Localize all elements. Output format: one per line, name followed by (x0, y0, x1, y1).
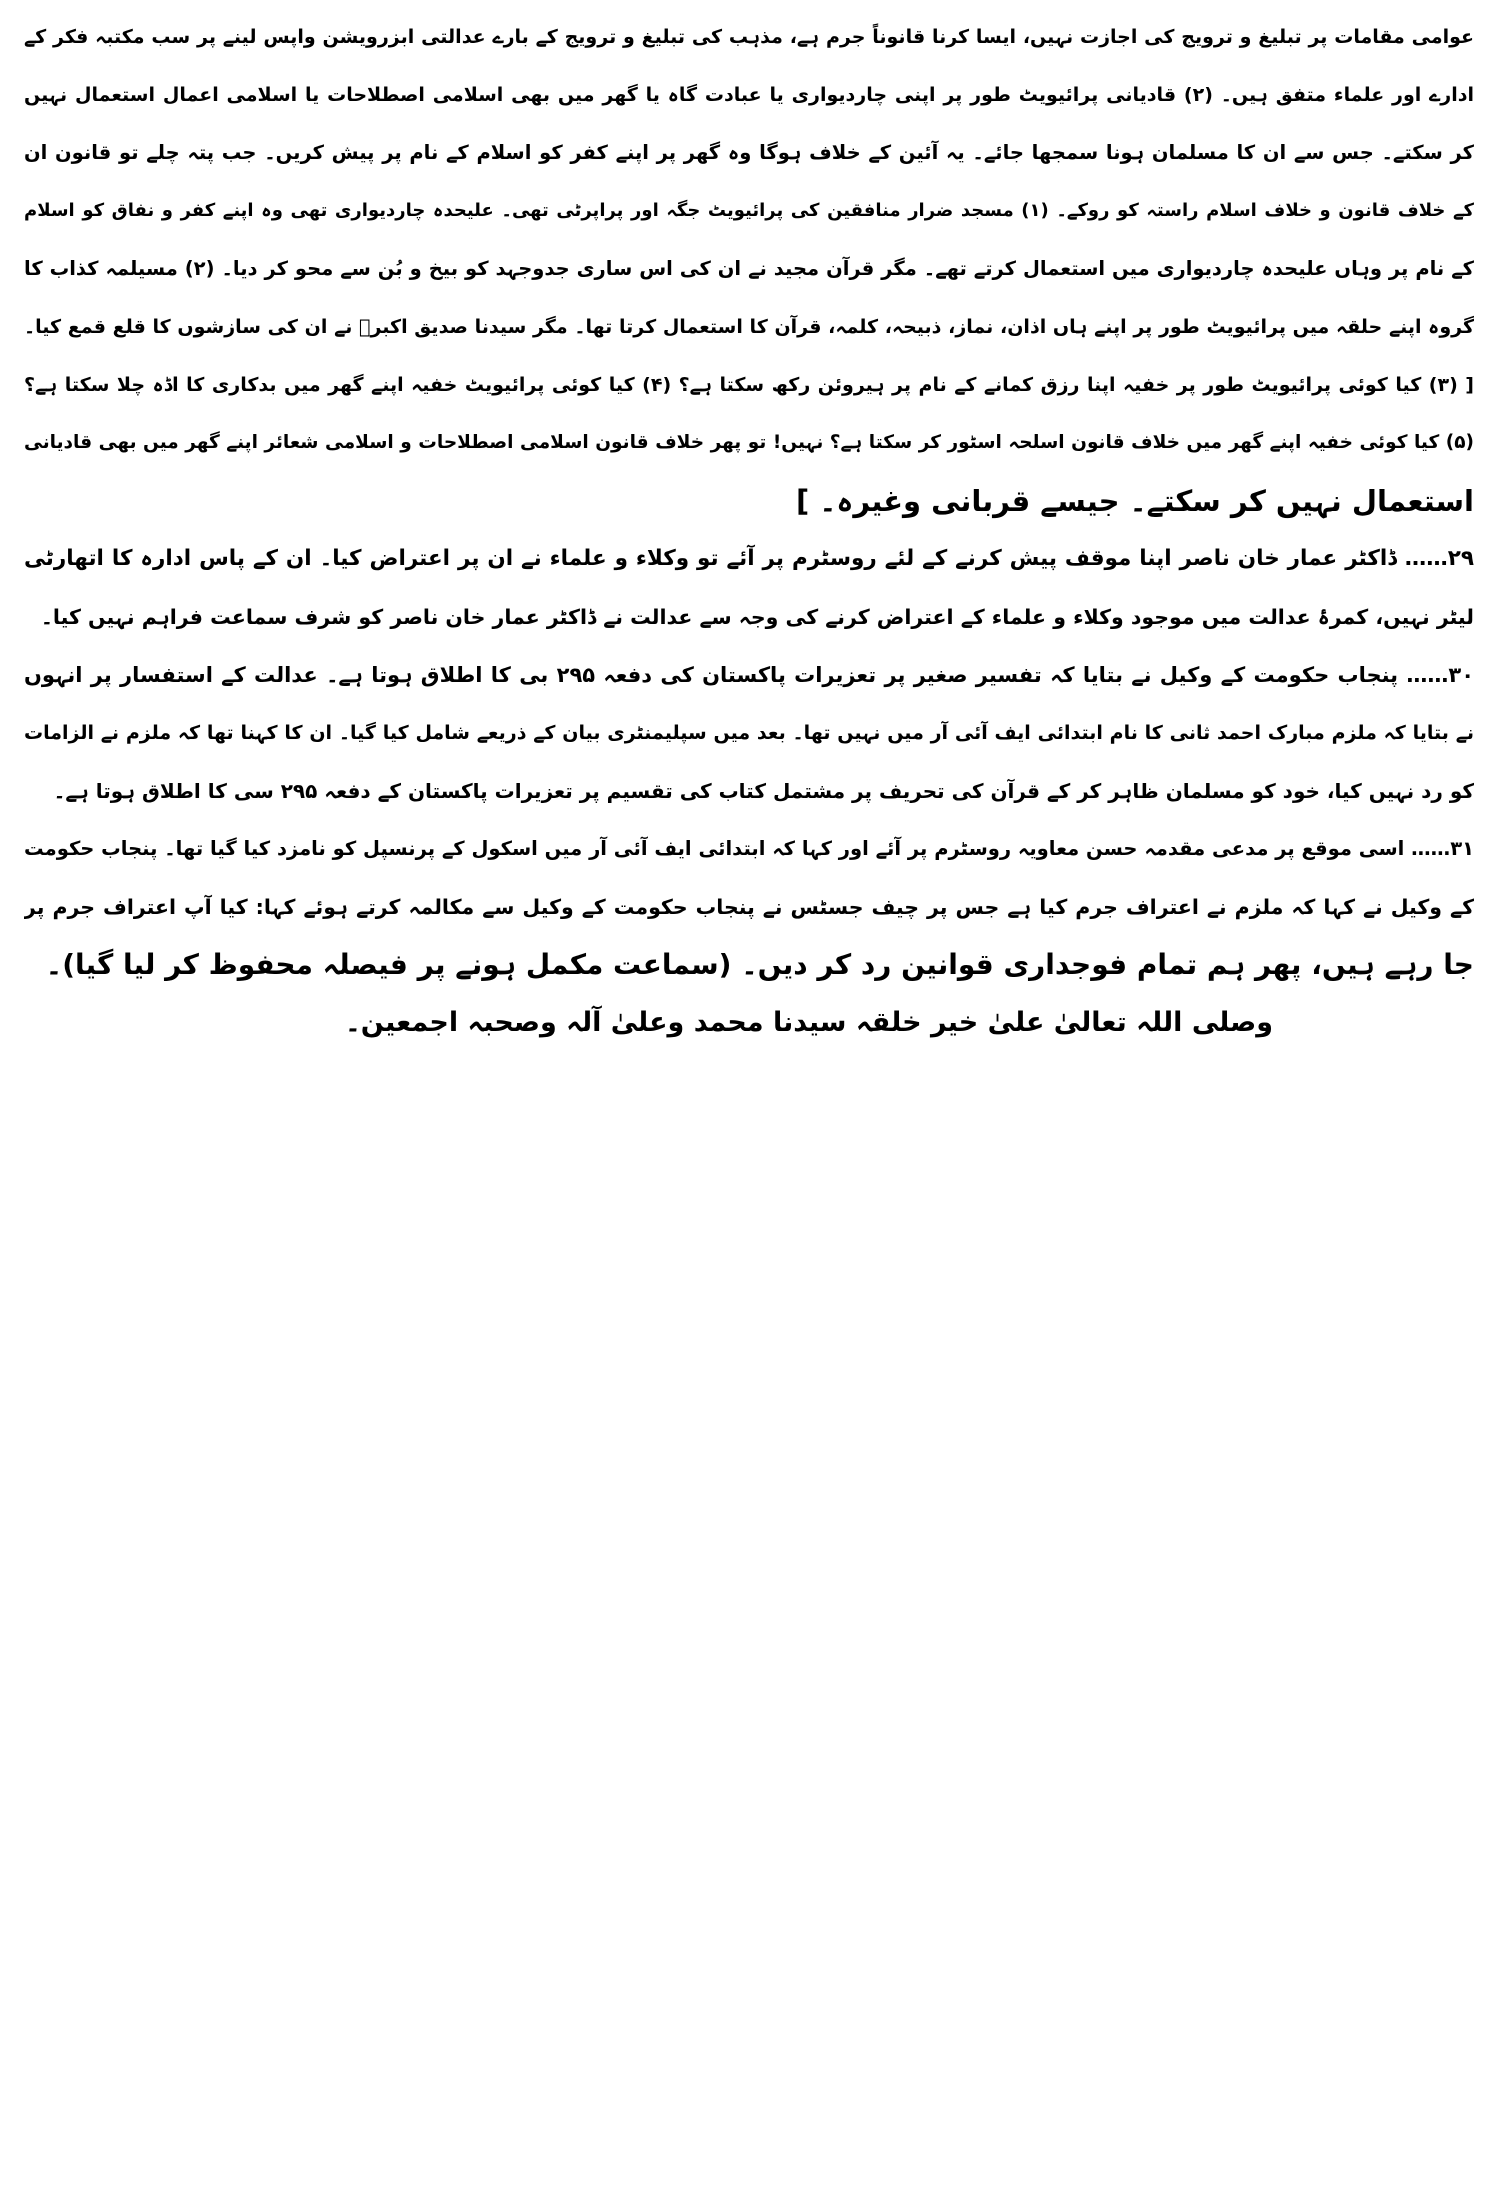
text-line-1: عوامی مقامات پر تبلیغ و ترویج کی اجازت نہیں، ایسا کرنا قانوناً جرم ہے، مذہب کی تبلیغ و ترویج کے بارے عدالتی ابزرویشن واپس لینے پر سب مکتبہ فکر کے (24, 26, 1474, 48)
paragraph-31-line-2: کے وکیل نے کہا کہ ملزم نے اعتراف جرم کیا ہے جس پر چیف جسٹس نے پنجاب حکومت کے وکیل سے مکالمہ کرتے ہوئے کہا: کیا آپ اعتراف جرم پر (24, 895, 1474, 919)
paragraph-31-line-3: جا رہے ہیں، پھر ہم تمام فوجداری قوانین رد کر دیں۔ (سماعت مکمل ہونے پر فیصلہ محفوظ کر لیا گیا)۔ (45, 948, 1474, 981)
paragraph-29-line-2: لیٹر نہیں، کمرۂ عدالت میں موجود وکلاء و علماء کے اعتراض کرنے کی وجہ سے عدالت نے ڈاکٹر عمار خان ناصر کو شرف سماعت فراہم نہیں کیا۔ (40, 605, 1474, 629)
paragraph-29-line-1: ۲۹…… ڈاکٹر عمار خان ناصر اپنا موقف پیش کرنے کے لئے روسٹرم پر آئے تو وکلاء و علماء نے ان پر اعتراض کیا۔ ان کے پاس ادارہ کا اتھارٹی (24, 546, 1474, 571)
text-line-4: کے خلاف قانون و خلاف اسلام راستہ کو روکے۔ (۱) مسجد ضرار منافقین کی پرائیویٹ جگہ اور پراپرٹی تھی۔ علیحدہ چاردیواری تھی وہ اپنے کفر و نفاق کو اسلام (24, 200, 1474, 221)
text-line-7: [ (۳) کیا کوئی پرائیویٹ طور پر خفیہ اپنا رزق کمانے کے نام پر ہیروئن رکھ سکتا ہے؟ (۴) کیا کوئی پرائیویٹ خفیہ اپنے گھر میں بدکاری کا اڈہ چلا سکتا ہے؟ (24, 374, 1474, 396)
closing-prayer: وصلی اللہ تعالیٰ علیٰ خیر خلقہ سیدنا محمد وعلیٰ آلہ وصحبہ اجمعین۔ (344, 1007, 1274, 1038)
paragraph-31-line-1: ۳۱…… اسی موقع پر مدعی مقدمہ حسن معاویہ روسٹرم پر آئے اور کہا کہ ابتدائی ایف آئی آر میں اسکول کے پرنسپل کو نامزد کیا گیا تھا۔ پنجاب حکومت (24, 837, 1474, 860)
text-line-6: گروہ اپنے حلقہ میں پرائیویٹ طور پر اپنے ہاں اذان، نماز، ذبیحہ، کلمہ، قرآن کا استعمال کرتا تھا۔ مگر سیدنا صدیق اکبرؓ نے ان کی سازشوں کا قلع قمع کیا۔ (24, 316, 1474, 338)
text-line-9: استعمال نہیں کر سکتے۔ جیسے قربانی وغیرہ۔ ] (796, 484, 1474, 518)
document-page (24, 8, 1474, 1052)
text-line-2: ادارے اور علماء متفق ہیں۔ (۲) قادیانی پرائیویٹ طور پر اپنی چاردیواری یا عبادت گاہ یا گھر میں بھی اسلامی اصطلاحات یا اسلامی اعمال استعمال نہیں (24, 84, 1474, 106)
paragraph-30-line-1: ۳۰…… پنجاب حکومت کے وکیل نے بتایا کہ تفسیر صغیر پر تعزیرات پاکستان کی دفعہ ۲۹۵ بی کا اطلاق ہوتا ہے۔ عدالت کے استفسار پر انہوں (24, 663, 1474, 687)
text-line-5: کے نام پر وہاں علیحدہ چاردیواری میں استعمال کرتے تھے۔ مگر قرآن مجید نے ان کی اس ساری جدوجہد کو بیخ و بُن سے محو کر دیا۔ (۲) مسیلمہ کذاب کا (24, 257, 1474, 280)
paragraph-30-line-3: کو رد نہیں کیا، خود کو مسلمان ظاہر کر کے قرآن کی تحریف پر مشتمل کتاب کی تقسیم پر تعزیرات پاکستان کے دفعہ ۲۹۵ سی کا اطلاق ہوتا ہے۔ (53, 779, 1474, 803)
text-line-3: کر سکتے۔ جس سے ان کا مسلمان ہونا سمجھا جائے۔ یہ آئین کے خلاف ہوگا وہ گھر پر اپنے کفر کو اسلام کے نام پر پیش کریں۔ جب پتہ چلے تو قانون ان (24, 141, 1474, 164)
text-line-8: (۵) کیا کوئی خفیہ اپنے گھر میں خلاف قانون اسلحہ اسٹور کر سکتا ہے؟ نہیں! تو پھر خلاف قانون اسلامی اصطلاحات و اسلامی شعائر اپنے گھر میں بھی قادیانی (24, 432, 1474, 453)
paragraph-30-line-2: نے بتایا کہ ملزم مبارک احمد ثانی کا نام ابتدائی ایف آئی آر میں نہیں تھا۔ بعد میں سپلیمنٹری بیان کے ذریعے شامل کیا گیا۔ ان کا کہنا تھا کہ ملزم نے الزامات (24, 722, 1474, 744)
